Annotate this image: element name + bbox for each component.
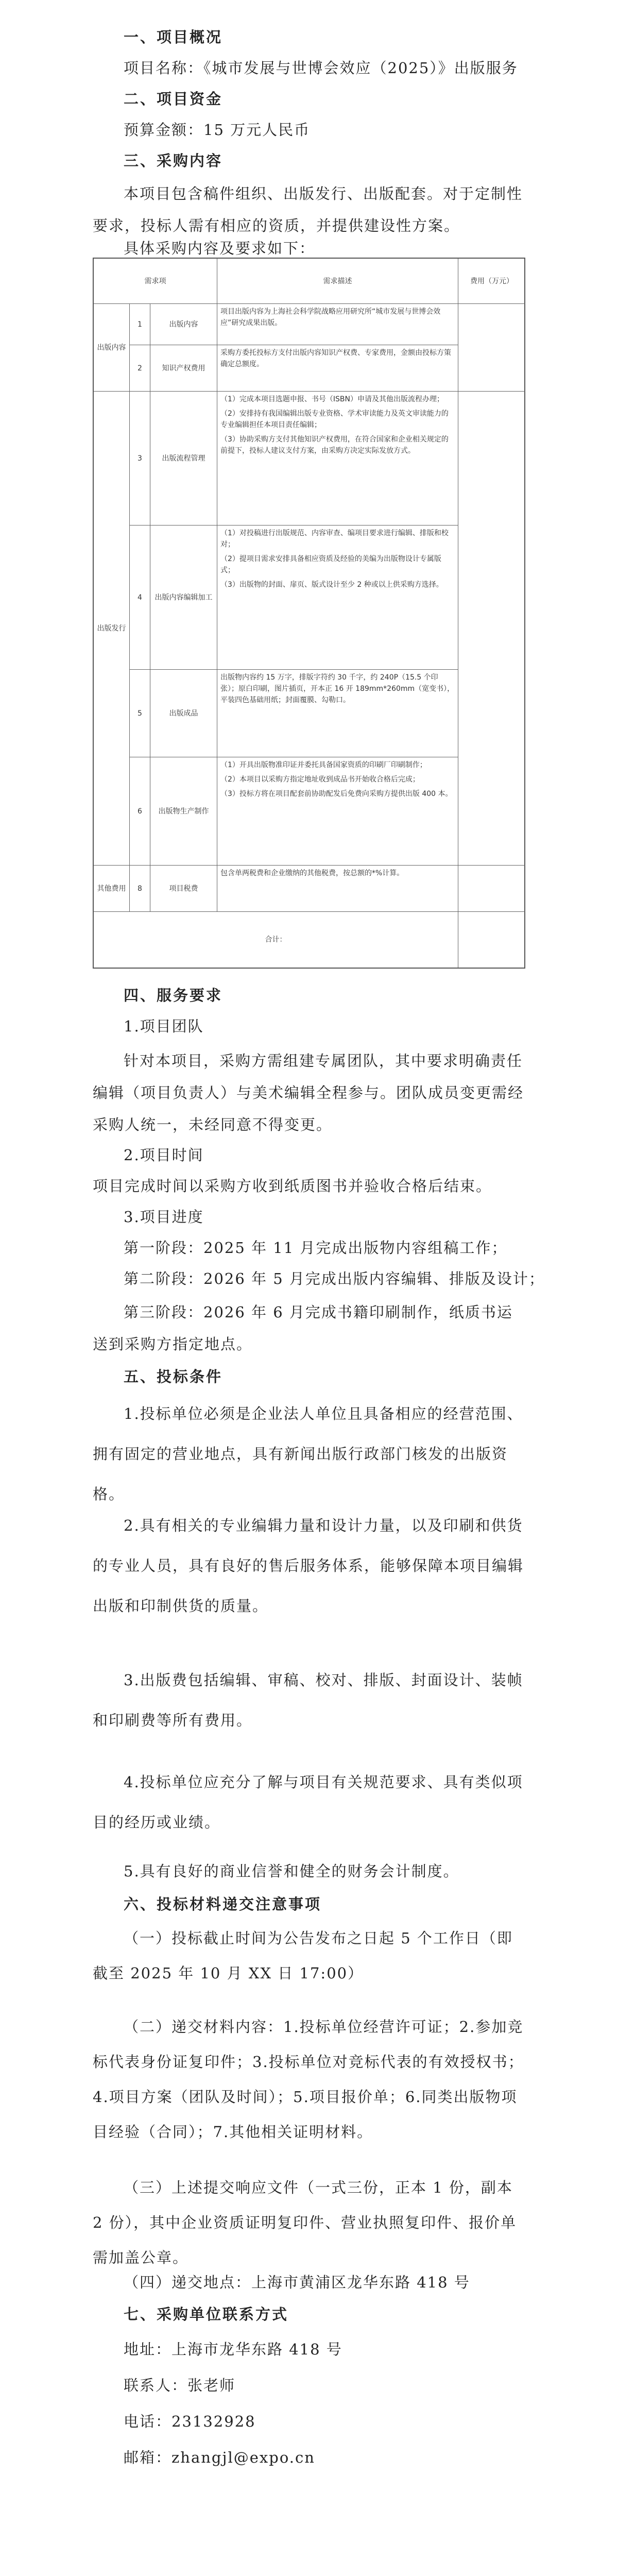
paragraph: 具体采购内容及要求如下： — [124, 240, 316, 257]
row-number: 5 — [130, 670, 150, 757]
paragraph: 本项目包含稿件组织、出版发行、出版配套。对于定制性要求，投标人需有相应的资质，并提供建设性方案。 — [93, 185, 523, 234]
section-title: 二、项目资金 — [124, 90, 223, 108]
table-total-label: 合计： — [94, 912, 458, 968]
row-description — [217, 392, 458, 526]
description-line: 采购方委托投标方支付出版内容知识产权费、专家费用，金额由投标方策确定总额度。 — [220, 349, 451, 368]
submission-item: （一）投标截止时间为公告发布之日起 5 个工作日（即截至 2025 年 10 月 XX 日 17:00） — [93, 1929, 513, 1982]
description-line: （3）协助采购方支付其他知识产权费用，在符合国家和企业相关规定的前提下，投标人建议支付方案，由采购方决定实际发放方式。 — [220, 435, 449, 455]
table-header-fee: 费用（万元） — [458, 259, 525, 304]
project-name: 项目名称：《城市发展与世博会效应（2025）》出版服务 — [124, 59, 518, 77]
budget-amount: 预算金额：15 万元人民币 — [124, 121, 311, 139]
condition-item: 2.具有相关的专业编辑力量和设计力量，以及印刷和供货的专业人员，具有良好的售后服务体系，能够保障本项目编辑出版和印制供货的质量。 — [93, 1517, 524, 1615]
submission-item: （四）递交地点：上海市黄浦区龙华东路 418 号 — [124, 2274, 470, 2291]
row-description — [217, 526, 458, 670]
description-line: （1）完成本项目选题申报、书号（ISBN）申请及其他出版流程办理； — [220, 395, 444, 403]
subsection-title: 3.项目进度 — [124, 1208, 204, 1226]
table-group-label: 出版发行 — [94, 392, 130, 866]
section-title: 五、投标条件 — [124, 1368, 223, 1385]
paragraph: 针对本项目，采购方需组建专属团队，其中要求明确责任编辑（项目负责人）与美术编辑全程参与。团队成员变更需经采购人统一，未经同意不得变更。 — [93, 1052, 524, 1133]
row-name: 项目税费 — [150, 866, 217, 912]
row-fee — [458, 304, 525, 392]
table-group-label: 出版内容 — [94, 304, 130, 392]
row-fee — [458, 392, 525, 866]
description-line: 项目出版内容为上海社会科学院战略应用研究所“城市发展与世博会效应”研究成果出版。 — [220, 308, 441, 327]
subsection-title: 2.项目时间 — [124, 1146, 204, 1164]
table-header-item: 需求项 — [94, 259, 217, 304]
row-number: 6 — [130, 757, 150, 866]
contact-address: 地址：上海市龙华东路 418 号 — [124, 2341, 342, 2358]
condition-item: 1.投标单位必须是企业法人单位且具备相应的经营范围、拥有固定的营业地点，具有新闻出版行政部门核发的出版资格。 — [93, 1405, 523, 1503]
contact-phone: 电话：23132928 — [124, 2413, 256, 2430]
description-line: （1）对投稿进行出版规范、内容审查、编项目要求进行编辑、排版和校对； — [220, 529, 449, 549]
row-name: 知识产权费用 — [150, 345, 217, 392]
table-group-label: 其他费用 — [94, 866, 130, 912]
row-description — [217, 345, 458, 392]
schedule-item: 第三阶段：2026 年 6 月完成书籍印刷制作，纸质书运送到采购方指定地点。 — [93, 1303, 513, 1353]
row-number: 4 — [130, 526, 150, 670]
table-total-value — [458, 912, 525, 968]
description-line: 包含单两税费和企业缴纳的其他税费，按总额的*%计算。 — [220, 869, 404, 877]
row-name: 出版成品 — [150, 670, 217, 757]
condition-item: 4.投标单位应充分了解与项目有关规范要求、具有类似项目的经历或业绩。 — [93, 1773, 523, 1831]
row-name: 出版内容编辑加工 — [150, 526, 217, 670]
submission-item: （三）上述提交响应文件（一式三份，正本 1 份，副本 2 份），其中企业资质证明复印件、营业执照复印件、报价单需加盖公章。 — [93, 2179, 517, 2266]
row-description — [217, 866, 458, 912]
paragraph: 项目完成时间以采购方收到纸质图书并验收合格后结束。 — [93, 1177, 492, 1195]
contact-email: 邮箱：zhangjl@expo.cn — [124, 2449, 315, 2466]
section-title: 六、投标材料递交注意事项 — [124, 1895, 322, 1913]
description-line: 出版物内容约 15 万字，排版字符约 30 千字，约 240P（15.5 个印张）；原白印刷，图片插页，开本正 16 开 189mm*260mm（宽变书），平装四色基础用纸；封面覆膜、勾勒口。 — [220, 673, 455, 704]
description-line: （3）出版物的封面、扉页、版式设计至少 2 种或以上供采购方选择。 — [220, 581, 443, 589]
condition-item: 5.具有良好的商业信誉和健全的财务会计制度。 — [124, 1862, 459, 1880]
section-title: 三、采购内容 — [124, 152, 223, 170]
schedule-item: 第一阶段：2025 年 11 月完成出版物内容组稿工作； — [124, 1239, 508, 1257]
row-number: 8 — [130, 866, 150, 912]
row-description — [217, 757, 458, 866]
contact-person: 联系人：张老师 — [124, 2377, 236, 2394]
row-number: 2 — [130, 345, 150, 392]
row-name: 出版流程管理 — [150, 392, 217, 526]
section-title: 四、服务要求 — [124, 987, 223, 1004]
row-description — [217, 670, 458, 757]
description-line: （3）投标方将在项目配套前协助配发后免费向采购方提供出版 400 本。 — [220, 790, 453, 798]
description-line: （2）本项目以采购方指定地址收到成品书开始收合格后完成； — [220, 775, 420, 784]
row-name: 出版物生产制作 — [150, 757, 217, 866]
section-title: 一、项目概况 — [124, 28, 223, 46]
description-line: （2）提项目需求安排具备相应资质及经验的美编为出版物设计专属版式； — [220, 555, 441, 574]
table-header-desc: 需求描述 — [217, 259, 458, 304]
subsection-title: 1.项目团队 — [124, 1018, 204, 1035]
schedule-item: 第二阶段：2026 年 5 月完成出版内容编辑、排版及设计； — [124, 1270, 545, 1287]
procurement-table — [93, 258, 525, 969]
row-fee — [458, 866, 525, 912]
row-description — [217, 304, 458, 345]
description-line: （1）开具出版物准印证并委托具备国家资质的印刷厂印刷制作； — [220, 761, 427, 769]
row-number: 3 — [130, 392, 150, 526]
row-number: 1 — [130, 304, 150, 345]
submission-item: （二）递交材料内容：1.投标单位经营许可证；2.参加竞标代表身份证复印件；3.投标单位对竞标代表的有效授权书；4.项目方案（团队及时间）；5.项目报价单；6.同类出版物项目经验（合同）；7.其他相关证明材料。 — [93, 2018, 524, 2141]
description-line: （2）安排持有我国编辑出版专业资格、学术审读能力及英文审读能力的专业编辑担任本项目责任编辑； — [220, 410, 449, 429]
condition-item: 3.出版费包括编辑、审稿、校对、排版、封面设计、装帧和印刷费等所有费用。 — [93, 1671, 523, 1729]
section-title: 七、采购单位联系方式 — [124, 2306, 289, 2323]
row-name: 出版内容 — [150, 304, 217, 345]
